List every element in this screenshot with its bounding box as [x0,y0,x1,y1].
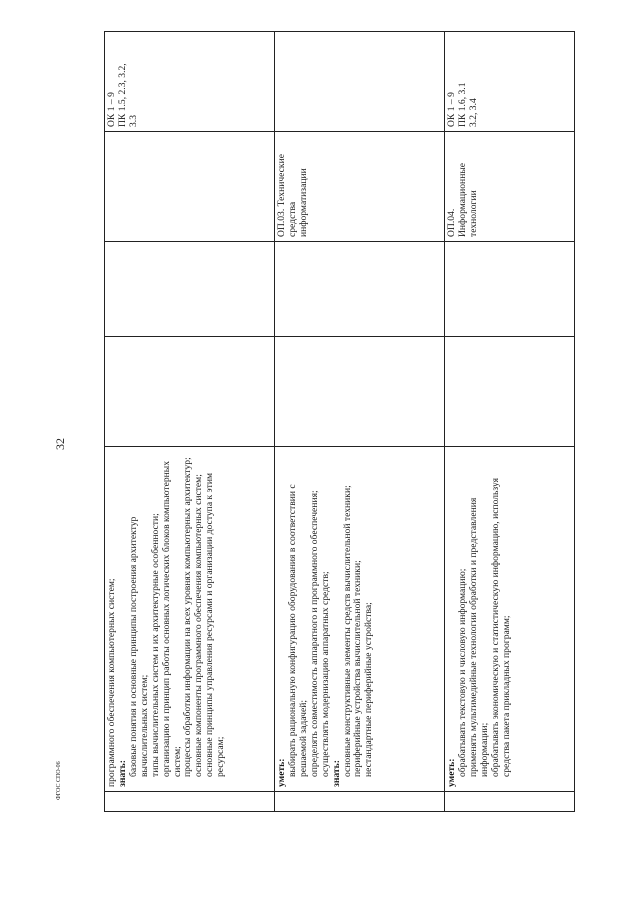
index-cell [105,792,275,812]
competency-line: периферийные устройства вычислительной техники; [352,560,364,777]
codes-cell [275,32,445,132]
competency-line: выбирать рациональную конфигурацию оборудования в соответствии с решаемой задачей; [286,484,309,777]
table-row [275,32,445,812]
competency-line: обрабатывать текстовую и числовую информацию; [456,568,468,777]
hours-cell [105,242,275,337]
competency-code: 3.3 [127,115,139,127]
competency-line: осуществлять модернизацию аппаратных средств; [319,571,331,777]
rotated-table-wrapper [104,32,574,812]
section-heading: уметь: [446,758,457,787]
table-body [105,32,575,812]
competency-cell [275,447,445,792]
competency-code: ПК 1.5, 2.3, 3.2, [116,63,128,127]
competency-code: ОК 1 – 9 [106,92,117,127]
competency-code: ПК 1.6, 3.1 [456,82,468,127]
hours-cell [275,242,445,337]
competency-code: 3.2, 3.4 [467,98,479,127]
competency-line: программного обеспечения компьютерных систем; [106,578,117,787]
competency-line: основные конструктивные элементы средств вычислительной техники; [341,485,353,777]
hours-cell [275,337,445,447]
competency-cell [445,447,575,792]
competency-line: определять совместимость аппаратного и программного обеспечения; [308,490,320,777]
competency-line: организацию и принцип работы основных логических блоков компьютерных систем; [160,460,183,777]
competency-line: типы вычислительных систем и их архитектурные особенности; [149,513,161,777]
hours-cell [105,337,275,447]
footer [56,761,95,806]
competency-line: применять мультимедийные технологии обработки и представления информации; [467,497,490,777]
index-cell [445,792,575,812]
section-heading: знать: [116,760,128,787]
competency-line: процессы обработки информации на всех уровнях компьютерных архитектур; [182,457,194,777]
hours-cell [445,337,575,447]
competency-line: базовые понятия и основные принципы построения архитектур вычислительных систем; [127,516,150,777]
competency-cell [105,447,275,792]
discipline-cell: ОП.04. Информационные технологии [445,132,575,242]
index-cell [275,792,445,812]
competency-line: основные компоненты программного обеспечения компьютерных систем; [193,474,205,777]
competency-table [104,31,575,812]
table-row [105,32,275,812]
discipline-cell [105,132,275,242]
codes-cell [105,32,275,132]
competency-line: основные принципы управления ресурсами и организации доступа к этим ресурсам; [204,472,227,777]
competency-line: нестандартные периферийные устройства; [363,602,375,777]
competency-code: ОК 1 – 9 [446,92,457,127]
competency-line: обрабатывать экономическую и статистическую информацию, используя средства пакета прикладных программ; [489,478,512,777]
section-heading: знать: [330,760,342,787]
footer-text: ФГОС СПО-06 [56,761,62,800]
page-number-text: 32 [53,438,67,450]
section-heading: уметь: [276,758,287,787]
codes-cell [445,32,575,132]
table-row [445,32,575,812]
page-number [50,434,70,454]
hours-cell [445,242,575,337]
discipline-cell: ОП.03. Технические средства информатизации [275,132,445,242]
